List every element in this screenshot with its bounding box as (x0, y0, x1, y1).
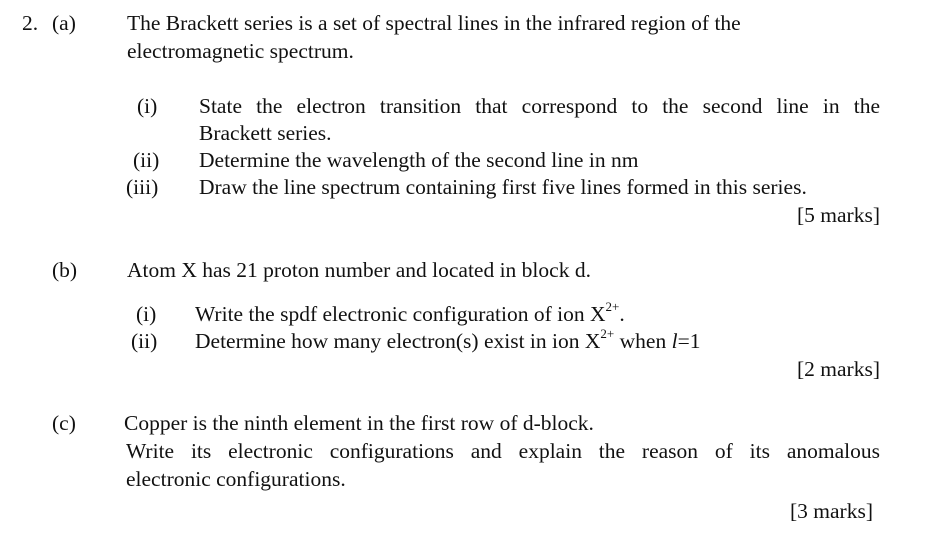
part-b-marks: [2 marks] (797, 357, 880, 381)
part-a-item1-line1: State the electron transition that correspond to the second line in the (199, 94, 880, 118)
part-c-line1: Copper is the ninth element in the first row of d-block. (124, 411, 594, 435)
part-c-label: (c) (52, 411, 76, 435)
part-a-intro-line1: The Brackett series is a set of spectral lines in the infrared region of the (127, 11, 741, 35)
question-number: 2. (22, 11, 39, 35)
part-c-marks: [3 marks] (790, 499, 873, 523)
part-a-marks: [5 marks] (797, 203, 880, 227)
part-b-intro: Atom X has 21 proton number and located in block d. (127, 258, 591, 282)
part-a-item3-text: Draw the line spectrum containing first five lines formed in this series. (199, 175, 807, 199)
part-c-line3: electronic configurations. (126, 467, 346, 491)
part-c-line2: Write its electronic configurations and explain the reason of its anomalous (126, 439, 880, 463)
part-a-item2-label: (ii) (133, 148, 160, 172)
part-b-item2-label: (ii) (131, 329, 158, 353)
part-a-label: (a) (52, 11, 76, 35)
part-a-item1-line2: Brackett series. (199, 121, 332, 145)
part-a-item2-text: Determine the wavelength of the second line in nm (199, 148, 639, 172)
part-b-item1-label: (i) (136, 302, 157, 326)
part-b-item2-text: Determine how many electron(s) exist in ion $X^{2+}$ when l=1 (195, 325, 701, 353)
part-a-item1-label: (i) (137, 94, 158, 118)
part-b-label: (b) (52, 258, 78, 282)
part-b-item1-text: Write the spdf electronic configuration of ion $X^{2+}$. (195, 298, 625, 326)
part-a-intro-line2: electromagnetic spectrum. (127, 39, 354, 63)
part-a-item3-label: (iii) (126, 175, 159, 199)
